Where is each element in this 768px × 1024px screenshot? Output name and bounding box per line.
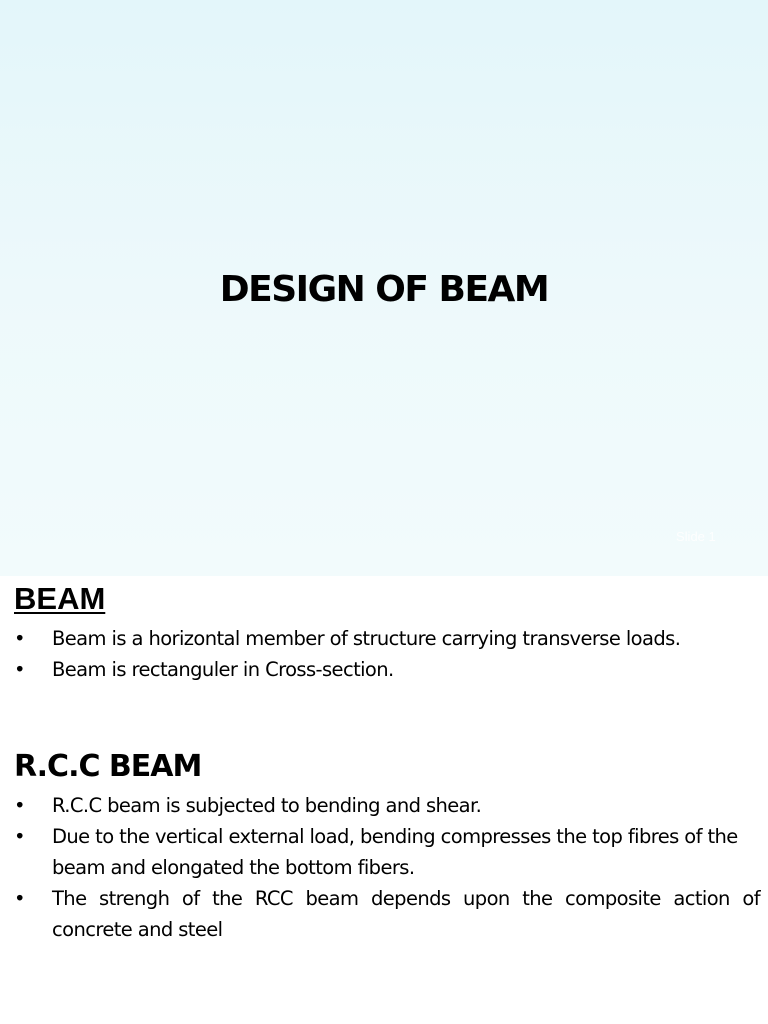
beam-heading: BEAM <box>14 581 106 616</box>
list-item <box>0 790 760 821</box>
bullet-icon: • <box>14 658 25 681</box>
bullet-icon: • <box>14 794 25 817</box>
bullet-icon: • <box>14 825 25 848</box>
content-slide <box>0 576 768 1024</box>
list-item <box>0 623 760 654</box>
slide-number: Slide 1 <box>676 529 716 544</box>
bullet-icon: • <box>14 627 25 650</box>
rcc-bullet-list <box>0 790 760 945</box>
bullet-icon: • <box>14 887 25 910</box>
list-item <box>0 654 760 685</box>
list-item <box>0 821 760 883</box>
beam-bullet-list <box>0 623 760 685</box>
list-item <box>0 883 760 945</box>
bullet-text: Due to the vertical external load, bending compresses the top fibres of the beam and elongated the bottom fibers. <box>52 825 738 879</box>
bullet-text: R.C.C beam is subjected to bending and shear. <box>52 794 482 817</box>
bullet-text: Beam is rectanguler in Cross-section. <box>52 658 394 681</box>
rcc-beam-heading: R.C.C BEAM <box>14 749 202 784</box>
slide-title: DESIGN OF BEAM <box>219 269 549 310</box>
bullet-text: The strengh of the RCC beam depends upon the composite action of concrete and steel <box>52 887 760 941</box>
bullet-text: Beam is a horizontal member of structure carrying transverse loads. <box>52 627 681 650</box>
